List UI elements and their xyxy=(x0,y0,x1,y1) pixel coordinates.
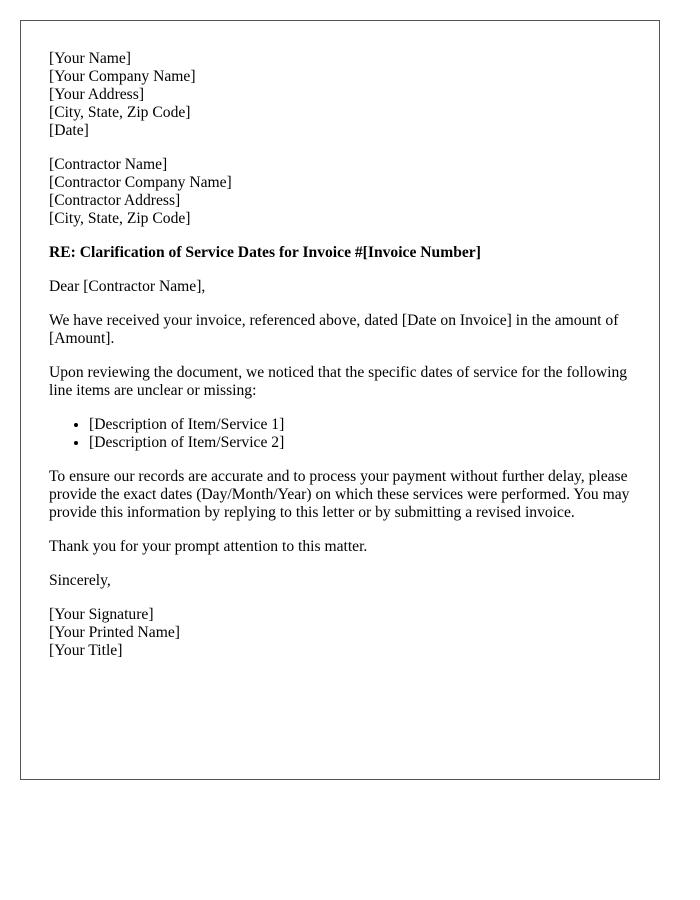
sender-address: [Your Address] xyxy=(49,86,145,103)
letter-date: [Date] xyxy=(49,122,89,139)
sender-company: [Your Company Name] xyxy=(49,68,196,85)
list-item: • [Description of Item/Service 1] xyxy=(89,416,631,434)
sender-city-state-zip: [City, State, Zip Code] xyxy=(49,104,191,121)
signer-title: [Your Title] xyxy=(49,642,123,659)
signature-block xyxy=(49,606,631,660)
paragraph-invoice-received: We have received your invoice, referenced above, dated [Date on Invoice] in the amount of [Amount]. xyxy=(49,312,619,347)
sender-name: [Your Name] xyxy=(49,50,132,67)
recipient-name: [Contractor Name] xyxy=(49,156,168,173)
salutation: Dear [Contractor Name], xyxy=(49,278,206,295)
sender-address-block xyxy=(49,50,631,140)
recipient-city-state-zip: [City, State, Zip Code] xyxy=(49,210,191,227)
recipient-company: [Contractor Company Name] xyxy=(49,174,232,191)
recipient-address: [Contractor Address] xyxy=(49,192,181,209)
paragraph-thank-you: Thank you for your prompt attention to this matter. xyxy=(49,538,368,555)
line-items-list xyxy=(49,416,631,452)
letter-page xyxy=(20,20,660,780)
list-item: • [Description of Item/Service 2] xyxy=(89,434,631,452)
recipient-address-block xyxy=(49,156,631,228)
closing: Sincerely, xyxy=(49,572,111,589)
subject-line: RE: Clarification of Service Dates for Invoice #[Invoice Number] xyxy=(49,244,481,261)
paragraph-dates-missing: Upon reviewing the document, we noticed that the specific dates of service for the following line items are unclear or missing: xyxy=(49,364,628,399)
paragraph-request-dates: To ensure our records are accurate and to process your payment without further delay, please provide the exact dates (Day/Month/Year) on which these services were performed. You may provide this information by replying to this letter or by submitting a revised invoice. xyxy=(49,468,630,521)
printed-name: [Your Printed Name] xyxy=(49,624,180,641)
signature-line: [Your Signature] xyxy=(49,606,154,623)
